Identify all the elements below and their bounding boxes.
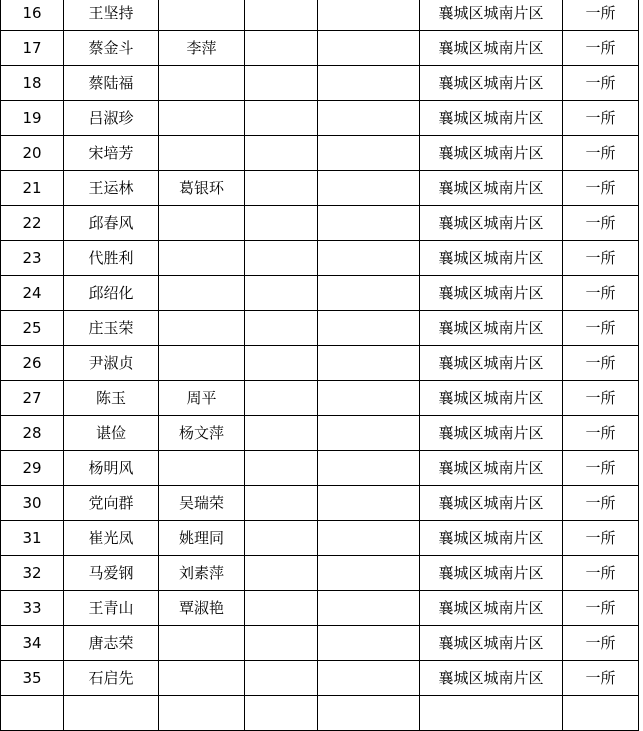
cell-number: 18 bbox=[1, 66, 64, 101]
cell-district: 襄城区城南片区 bbox=[420, 591, 563, 626]
cell-blank-b bbox=[318, 101, 420, 136]
cell-blank-b bbox=[318, 661, 420, 696]
table-row bbox=[1, 171, 639, 206]
cell-number: 26 bbox=[1, 346, 64, 381]
cell-blank-b bbox=[318, 696, 420, 731]
cell-partner bbox=[159, 0, 245, 31]
cell-name: 崔光凤 bbox=[64, 521, 159, 556]
cell-number: 20 bbox=[1, 136, 64, 171]
cell-partner bbox=[159, 276, 245, 311]
cell-blank-b bbox=[318, 276, 420, 311]
table-row bbox=[1, 311, 639, 346]
cell-station bbox=[563, 696, 639, 731]
cell-station: 一所 bbox=[563, 206, 639, 241]
cell-name bbox=[64, 696, 159, 731]
cell-district: 襄城区城南片区 bbox=[420, 556, 563, 591]
cell-blank-b bbox=[318, 416, 420, 451]
cell-blank-a bbox=[245, 136, 318, 171]
cell-partner bbox=[159, 626, 245, 661]
cell-name: 宋培芳 bbox=[64, 136, 159, 171]
cell-name: 庄玉荣 bbox=[64, 311, 159, 346]
cell-station: 一所 bbox=[563, 136, 639, 171]
cell-name: 唐志荣 bbox=[64, 626, 159, 661]
cell-blank-a bbox=[245, 696, 318, 731]
cell-district: 襄城区城南片区 bbox=[420, 241, 563, 276]
cell-blank-b bbox=[318, 66, 420, 101]
cell-station: 一所 bbox=[563, 276, 639, 311]
cell-blank-a bbox=[245, 556, 318, 591]
cell-district: 襄城区城南片区 bbox=[420, 276, 563, 311]
cell-district bbox=[420, 696, 563, 731]
cell-name: 邱春风 bbox=[64, 206, 159, 241]
cell-blank-b bbox=[318, 171, 420, 206]
cell-name: 蔡陆福 bbox=[64, 66, 159, 101]
cell-name: 代胜利 bbox=[64, 241, 159, 276]
cell-number: 27 bbox=[1, 381, 64, 416]
cell-number: 25 bbox=[1, 311, 64, 346]
cell-district: 襄城区城南片区 bbox=[420, 521, 563, 556]
cell-station: 一所 bbox=[563, 241, 639, 276]
cell-blank-b bbox=[318, 521, 420, 556]
cell-number: 35 bbox=[1, 661, 64, 696]
cell-partner: 覃淑艳 bbox=[159, 591, 245, 626]
table-row bbox=[1, 696, 639, 731]
cell-station: 一所 bbox=[563, 486, 639, 521]
cell-blank-a bbox=[245, 241, 318, 276]
cell-number: 31 bbox=[1, 521, 64, 556]
cell-blank-b bbox=[318, 451, 420, 486]
cell-blank-b bbox=[318, 31, 420, 66]
cell-district: 襄城区城南片区 bbox=[420, 451, 563, 486]
cell-number: 28 bbox=[1, 416, 64, 451]
cell-partner bbox=[159, 101, 245, 136]
cell-district: 襄城区城南片区 bbox=[420, 346, 563, 381]
cell-partner bbox=[159, 451, 245, 486]
table-row bbox=[1, 451, 639, 486]
table-row bbox=[1, 661, 639, 696]
cell-blank-a bbox=[245, 381, 318, 416]
cell-blank-b bbox=[318, 556, 420, 591]
cell-station: 一所 bbox=[563, 626, 639, 661]
cell-number: 32 bbox=[1, 556, 64, 591]
cell-partner: 杨文萍 bbox=[159, 416, 245, 451]
cell-number: 24 bbox=[1, 276, 64, 311]
cell-partner bbox=[159, 311, 245, 346]
cell-name: 王青山 bbox=[64, 591, 159, 626]
cell-blank-a bbox=[245, 661, 318, 696]
records-table-body bbox=[1, 0, 639, 731]
table-row bbox=[1, 241, 639, 276]
cell-station: 一所 bbox=[563, 0, 639, 31]
cell-number: 19 bbox=[1, 101, 64, 136]
cell-name: 石启先 bbox=[64, 661, 159, 696]
cell-name: 尹淑贞 bbox=[64, 346, 159, 381]
cell-blank-a bbox=[245, 101, 318, 136]
cell-partner: 周平 bbox=[159, 381, 245, 416]
cell-name: 蔡金斗 bbox=[64, 31, 159, 66]
cell-number bbox=[1, 696, 64, 731]
cell-district: 襄城区城南片区 bbox=[420, 171, 563, 206]
cell-partner bbox=[159, 66, 245, 101]
cell-name: 杨明风 bbox=[64, 451, 159, 486]
cell-blank-a bbox=[245, 311, 318, 346]
cell-blank-b bbox=[318, 241, 420, 276]
cell-number: 16 bbox=[1, 0, 64, 31]
cell-blank-a bbox=[245, 0, 318, 31]
cell-number: 23 bbox=[1, 241, 64, 276]
cell-district: 襄城区城南片区 bbox=[420, 626, 563, 661]
table-row bbox=[1, 276, 639, 311]
cell-name: 谌俭 bbox=[64, 416, 159, 451]
cell-district: 襄城区城南片区 bbox=[420, 66, 563, 101]
cell-blank-a bbox=[245, 171, 318, 206]
cell-number: 22 bbox=[1, 206, 64, 241]
cell-number: 17 bbox=[1, 31, 64, 66]
cell-district: 襄城区城南片区 bbox=[420, 381, 563, 416]
cell-name: 陈玉 bbox=[64, 381, 159, 416]
table-row bbox=[1, 136, 639, 171]
table-row bbox=[1, 521, 639, 556]
cell-partner: 刘素萍 bbox=[159, 556, 245, 591]
table-row bbox=[1, 346, 639, 381]
table-row bbox=[1, 0, 639, 31]
cell-station: 一所 bbox=[563, 381, 639, 416]
cell-blank-b bbox=[318, 346, 420, 381]
cell-district: 襄城区城南片区 bbox=[420, 661, 563, 696]
cell-blank-a bbox=[245, 591, 318, 626]
table-row bbox=[1, 66, 639, 101]
table-row bbox=[1, 626, 639, 661]
cell-district: 襄城区城南片区 bbox=[420, 136, 563, 171]
cell-district: 襄城区城南片区 bbox=[420, 486, 563, 521]
table-row bbox=[1, 416, 639, 451]
cell-blank-a bbox=[245, 416, 318, 451]
cell-blank-b bbox=[318, 591, 420, 626]
cell-blank-b bbox=[318, 206, 420, 241]
cell-partner: 李萍 bbox=[159, 31, 245, 66]
cell-district: 襄城区城南片区 bbox=[420, 0, 563, 31]
cell-blank-b bbox=[318, 626, 420, 661]
cell-name: 王坚持 bbox=[64, 0, 159, 31]
cell-station: 一所 bbox=[563, 346, 639, 381]
cell-number: 33 bbox=[1, 591, 64, 626]
cell-partner bbox=[159, 206, 245, 241]
cell-partner bbox=[159, 136, 245, 171]
table-row bbox=[1, 556, 639, 591]
cell-blank-a bbox=[245, 66, 318, 101]
cell-blank-a bbox=[245, 206, 318, 241]
cell-number: 21 bbox=[1, 171, 64, 206]
cell-blank-a bbox=[245, 276, 318, 311]
cell-name: 邱绍化 bbox=[64, 276, 159, 311]
cell-blank-b bbox=[318, 311, 420, 346]
cell-station: 一所 bbox=[563, 591, 639, 626]
cell-blank-a bbox=[245, 346, 318, 381]
cell-district: 襄城区城南片区 bbox=[420, 206, 563, 241]
cell-number: 34 bbox=[1, 626, 64, 661]
cell-station: 一所 bbox=[563, 101, 639, 136]
cell-partner bbox=[159, 241, 245, 276]
cell-station: 一所 bbox=[563, 31, 639, 66]
cell-station: 一所 bbox=[563, 311, 639, 346]
cell-blank-b bbox=[318, 0, 420, 31]
cell-blank-b bbox=[318, 381, 420, 416]
cell-district: 襄城区城南片区 bbox=[420, 311, 563, 346]
cell-station: 一所 bbox=[563, 451, 639, 486]
cell-number: 30 bbox=[1, 486, 64, 521]
table-row bbox=[1, 486, 639, 521]
cell-partner bbox=[159, 346, 245, 381]
cell-blank-a bbox=[245, 486, 318, 521]
cell-station: 一所 bbox=[563, 556, 639, 591]
cell-blank-a bbox=[245, 626, 318, 661]
table-row bbox=[1, 381, 639, 416]
table-row bbox=[1, 206, 639, 241]
cell-blank-a bbox=[245, 521, 318, 556]
cell-partner: 葛银环 bbox=[159, 171, 245, 206]
cell-name: 王运林 bbox=[64, 171, 159, 206]
cell-name: 吕淑珍 bbox=[64, 101, 159, 136]
cell-partner bbox=[159, 661, 245, 696]
table-row bbox=[1, 591, 639, 626]
cell-partner: 吴瑞荣 bbox=[159, 486, 245, 521]
cell-name: 党向群 bbox=[64, 486, 159, 521]
cell-station: 一所 bbox=[563, 661, 639, 696]
cell-partner: 姚理同 bbox=[159, 521, 245, 556]
cell-blank-b bbox=[318, 136, 420, 171]
cell-district: 襄城区城南片区 bbox=[420, 31, 563, 66]
cell-partner bbox=[159, 696, 245, 731]
cell-station: 一所 bbox=[563, 521, 639, 556]
cell-station: 一所 bbox=[563, 416, 639, 451]
cell-station: 一所 bbox=[563, 66, 639, 101]
cell-name: 马爱钢 bbox=[64, 556, 159, 591]
table-row bbox=[1, 101, 639, 136]
cell-station: 一所 bbox=[563, 171, 639, 206]
cell-district: 襄城区城南片区 bbox=[420, 101, 563, 136]
table-row bbox=[1, 31, 639, 66]
cell-blank-b bbox=[318, 486, 420, 521]
cell-district: 襄城区城南片区 bbox=[420, 416, 563, 451]
cell-number: 29 bbox=[1, 451, 64, 486]
cell-blank-a bbox=[245, 451, 318, 486]
cell-blank-a bbox=[245, 31, 318, 66]
